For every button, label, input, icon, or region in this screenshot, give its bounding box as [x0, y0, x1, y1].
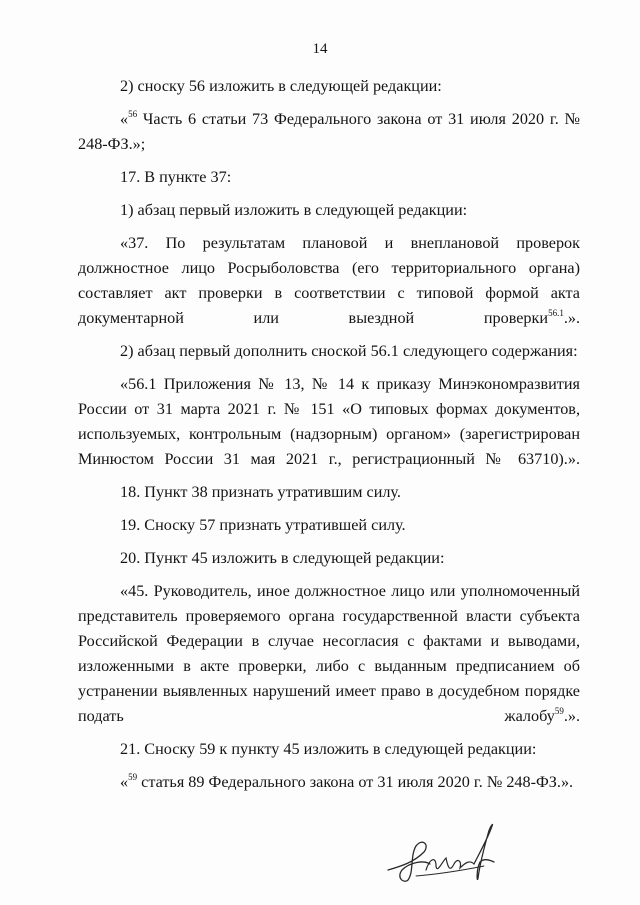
paragraph-item-17-1: 1) абзац первый изложить в следующей редакции:: [120, 201, 468, 219]
paragraph-footnote-56: 2) сноску 56 изложить в следующей редакции:: [120, 77, 442, 95]
paragraph-item-18: 18. Пункт 38 признать утратившим силу.: [120, 483, 401, 501]
paragraph-footnote-56-text: «$^{56}$ Часть 6 статьи 73 Федерального закона от 31 июля 2020 г. № 248-ФЗ.»;: [78, 109, 580, 153]
footnote-marker: 59: [128, 772, 138, 782]
footnote-marker: 56: [128, 109, 138, 119]
paragraph-item-37-text: «37. По результатам плановой и внеплановой проверок должностное лицо Росрыболовства (его территориального органа) составляет акт проверки в соответствии с типовой формой акта документарной или выездной проверки$^{56.1}$.».: [78, 234, 580, 327]
paragraph-footnote-59-text: «$^{59}$ статья 89 Федерального закона от 31 июля 2020 г. № 248-ФЗ.».: [120, 772, 574, 791]
handwritten-signature: [380, 818, 510, 888]
paragraph-item-17: 17. В пункте 37:: [120, 168, 232, 186]
paragraph-item-45-text: «45. Руководитель, иное должностное лицо или уполномоченный представитель проверяемого органа государственной власти субъекта Российской Федерации в случае несогласия с фактами и выводами, изложенными в акте проверки, либо с выданным предписанием об устранении выявленных нарушений имеет право в досудебном порядке подать жалобу$^{59}$.».: [78, 582, 580, 725]
paragraph-item-19: 19. Сноску 57 признать утратившей силу.: [120, 516, 406, 534]
document-body: [78, 74, 580, 803]
footnote-marker: 59: [554, 706, 564, 716]
paragraph-footnote-56-1-text: «56.1 Приложения № 13, № 14 к приказу Минэкономразвития России от 31 марта 2021 г. № 151 «О типовых формах документов, используемых, контрольным (надзорным) органом» (зарегистрирован Минюстом России 31 мая 2021 г., регистрационный № 63710).».: [78, 375, 580, 468]
paragraph-item-21: 21. Сноску 59 к пункту 45 изложить в следующей редакции:: [120, 740, 537, 758]
footnote-marker: 56.1: [548, 308, 564, 318]
paragraph-item-17-2: 2) абзац первый дополнить сноской 56.1 следующего содержания:: [120, 342, 578, 360]
page-number: 14: [312, 41, 328, 57]
paragraph-item-20: 20. Пункт 45 изложить в следующей редакции:: [120, 549, 445, 567]
